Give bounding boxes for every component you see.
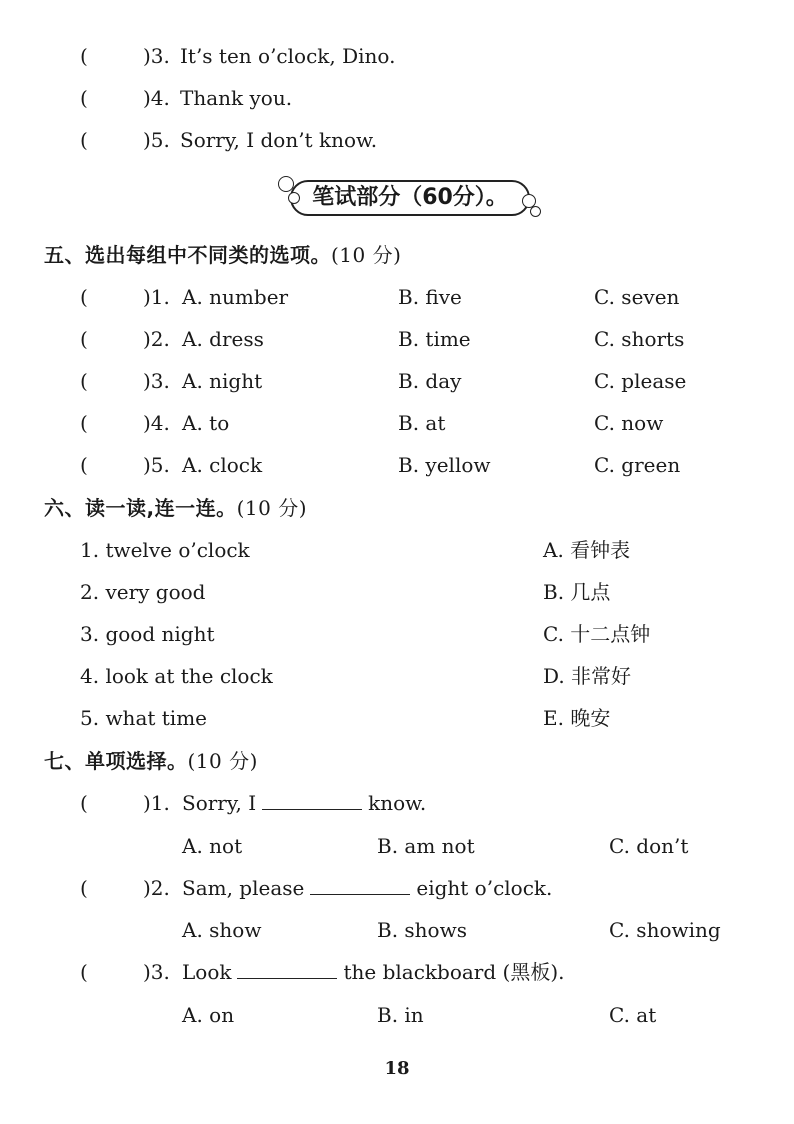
match-left: 2. very good bbox=[80, 580, 206, 604]
question-number: )3. bbox=[143, 369, 170, 393]
written-part-banner bbox=[290, 180, 530, 218]
stem-after-blank: know. bbox=[368, 791, 427, 815]
answer-paren: ( bbox=[80, 44, 88, 68]
match-row-1 bbox=[0, 535, 794, 565]
fill-blank[interactable] bbox=[262, 789, 362, 810]
answer-paren: ( bbox=[80, 285, 88, 309]
answer-paren: ( bbox=[80, 791, 88, 815]
question-number: )2. bbox=[143, 327, 170, 351]
answer-paren: ( bbox=[80, 369, 88, 393]
option-c: C. showing bbox=[609, 918, 721, 942]
match-left: 5. what time bbox=[80, 706, 207, 730]
section7-score: (10 分) bbox=[187, 749, 258, 773]
section5-item-2 bbox=[0, 324, 794, 354]
stem-before-blank: Sam, please bbox=[182, 876, 305, 900]
option-a: A. to bbox=[182, 411, 230, 435]
match-row-4 bbox=[0, 661, 794, 691]
option-b: B. yellow bbox=[398, 453, 491, 477]
option-c: C. don’t bbox=[609, 834, 689, 858]
answer-paren: ( bbox=[80, 960, 88, 984]
option-a: A. clock bbox=[182, 453, 263, 477]
section5-item-3 bbox=[0, 366, 794, 396]
section6-heading bbox=[44, 493, 307, 523]
option-c: C. seven bbox=[594, 285, 680, 309]
match-right: C. 十二点钟 bbox=[543, 622, 651, 646]
question-stem bbox=[182, 957, 565, 987]
top-item-5 bbox=[0, 125, 794, 155]
match-left: 4. look at the clock bbox=[80, 664, 273, 688]
section5-item-1 bbox=[0, 282, 794, 312]
option-a: A. not bbox=[182, 834, 243, 858]
choice-options-3 bbox=[0, 1000, 794, 1030]
option-b: B. five bbox=[398, 285, 462, 309]
choice-options-1 bbox=[0, 831, 794, 861]
option-a: A. show bbox=[182, 918, 262, 942]
match-right: E. 晚安 bbox=[543, 706, 611, 730]
match-left: 1. twelve o’clock bbox=[80, 538, 250, 562]
answer-paren: ( bbox=[80, 453, 88, 477]
choice-question-1 bbox=[0, 788, 794, 818]
option-c: C. shorts bbox=[594, 327, 685, 351]
question-stem bbox=[182, 873, 552, 903]
match-left: 3. good night bbox=[80, 622, 215, 646]
section5-item-5 bbox=[0, 450, 794, 480]
question-text: Thank you. bbox=[180, 86, 293, 110]
section5-title: 五、选出每组中不同类的选项。 bbox=[44, 243, 331, 267]
choice-options-2 bbox=[0, 915, 794, 945]
match-right: D. 非常好 bbox=[543, 664, 632, 688]
question-number: )1. bbox=[143, 285, 170, 309]
option-b: B. in bbox=[377, 1003, 424, 1027]
option-c: C. now bbox=[594, 411, 664, 435]
stem-after-blank: eight o’clock. bbox=[416, 876, 553, 900]
option-c: C. please bbox=[594, 369, 687, 393]
choice-question-3 bbox=[0, 957, 794, 987]
match-right: A. 看钟表 bbox=[543, 538, 631, 562]
option-c: C. green bbox=[594, 453, 681, 477]
question-number: )2. bbox=[143, 876, 170, 900]
option-b: B. time bbox=[398, 327, 471, 351]
option-a: A. number bbox=[182, 285, 289, 309]
top-item-4 bbox=[0, 83, 794, 113]
top-item-3 bbox=[0, 41, 794, 71]
question-number: )5. bbox=[143, 128, 170, 152]
fill-blank[interactable] bbox=[237, 958, 337, 979]
question-stem bbox=[182, 788, 426, 818]
section6-score: (10 分) bbox=[236, 496, 308, 520]
question-text: Sorry, I don’t know. bbox=[180, 128, 378, 152]
answer-paren: ( bbox=[80, 86, 88, 110]
question-number: )4. bbox=[143, 411, 170, 435]
page-number: 18 bbox=[384, 1058, 410, 1079]
question-number: )5. bbox=[143, 453, 170, 477]
question-number: )1. bbox=[143, 791, 170, 815]
section7-heading bbox=[44, 746, 258, 776]
choice-question-2 bbox=[0, 873, 794, 903]
match-row-2 bbox=[0, 577, 794, 607]
question-text: It’s ten o’clock, Dino. bbox=[180, 44, 396, 68]
stem-after-blank: the blackboard (黑板). bbox=[343, 960, 565, 984]
match-row-5 bbox=[0, 703, 794, 733]
answer-paren: ( bbox=[80, 876, 88, 900]
option-a: A. dress bbox=[182, 327, 264, 351]
section5-heading bbox=[44, 240, 401, 270]
match-right: B. 几点 bbox=[543, 580, 611, 604]
section6-title: 六、读一读,连一连。 bbox=[44, 496, 237, 520]
decor-circle-icon bbox=[530, 206, 541, 217]
answer-paren: ( bbox=[80, 128, 88, 152]
match-row-3 bbox=[0, 619, 794, 649]
option-a: A. night bbox=[182, 369, 263, 393]
option-a: A. on bbox=[182, 1003, 235, 1027]
question-number: )3. bbox=[143, 960, 170, 984]
section5-item-4 bbox=[0, 408, 794, 438]
option-b: B. shows bbox=[377, 918, 467, 942]
stem-before-blank: Sorry, I bbox=[182, 791, 257, 815]
answer-paren: ( bbox=[80, 327, 88, 351]
option-b: B. am not bbox=[377, 834, 475, 858]
stem-before-blank: Look bbox=[182, 960, 232, 984]
answer-paren: ( bbox=[80, 411, 88, 435]
question-number: )4. bbox=[143, 86, 170, 110]
question-number: )3. bbox=[143, 44, 170, 68]
banner-title: 笔试部分（60分）。 bbox=[312, 185, 508, 210]
section7-title: 七、单项选择。 bbox=[44, 749, 188, 773]
section5-score: (10 分) bbox=[331, 243, 402, 267]
option-b: B. day bbox=[398, 369, 462, 393]
option-c: C. at bbox=[609, 1003, 657, 1027]
option-b: B. at bbox=[398, 411, 446, 435]
fill-blank[interactable] bbox=[310, 874, 410, 895]
